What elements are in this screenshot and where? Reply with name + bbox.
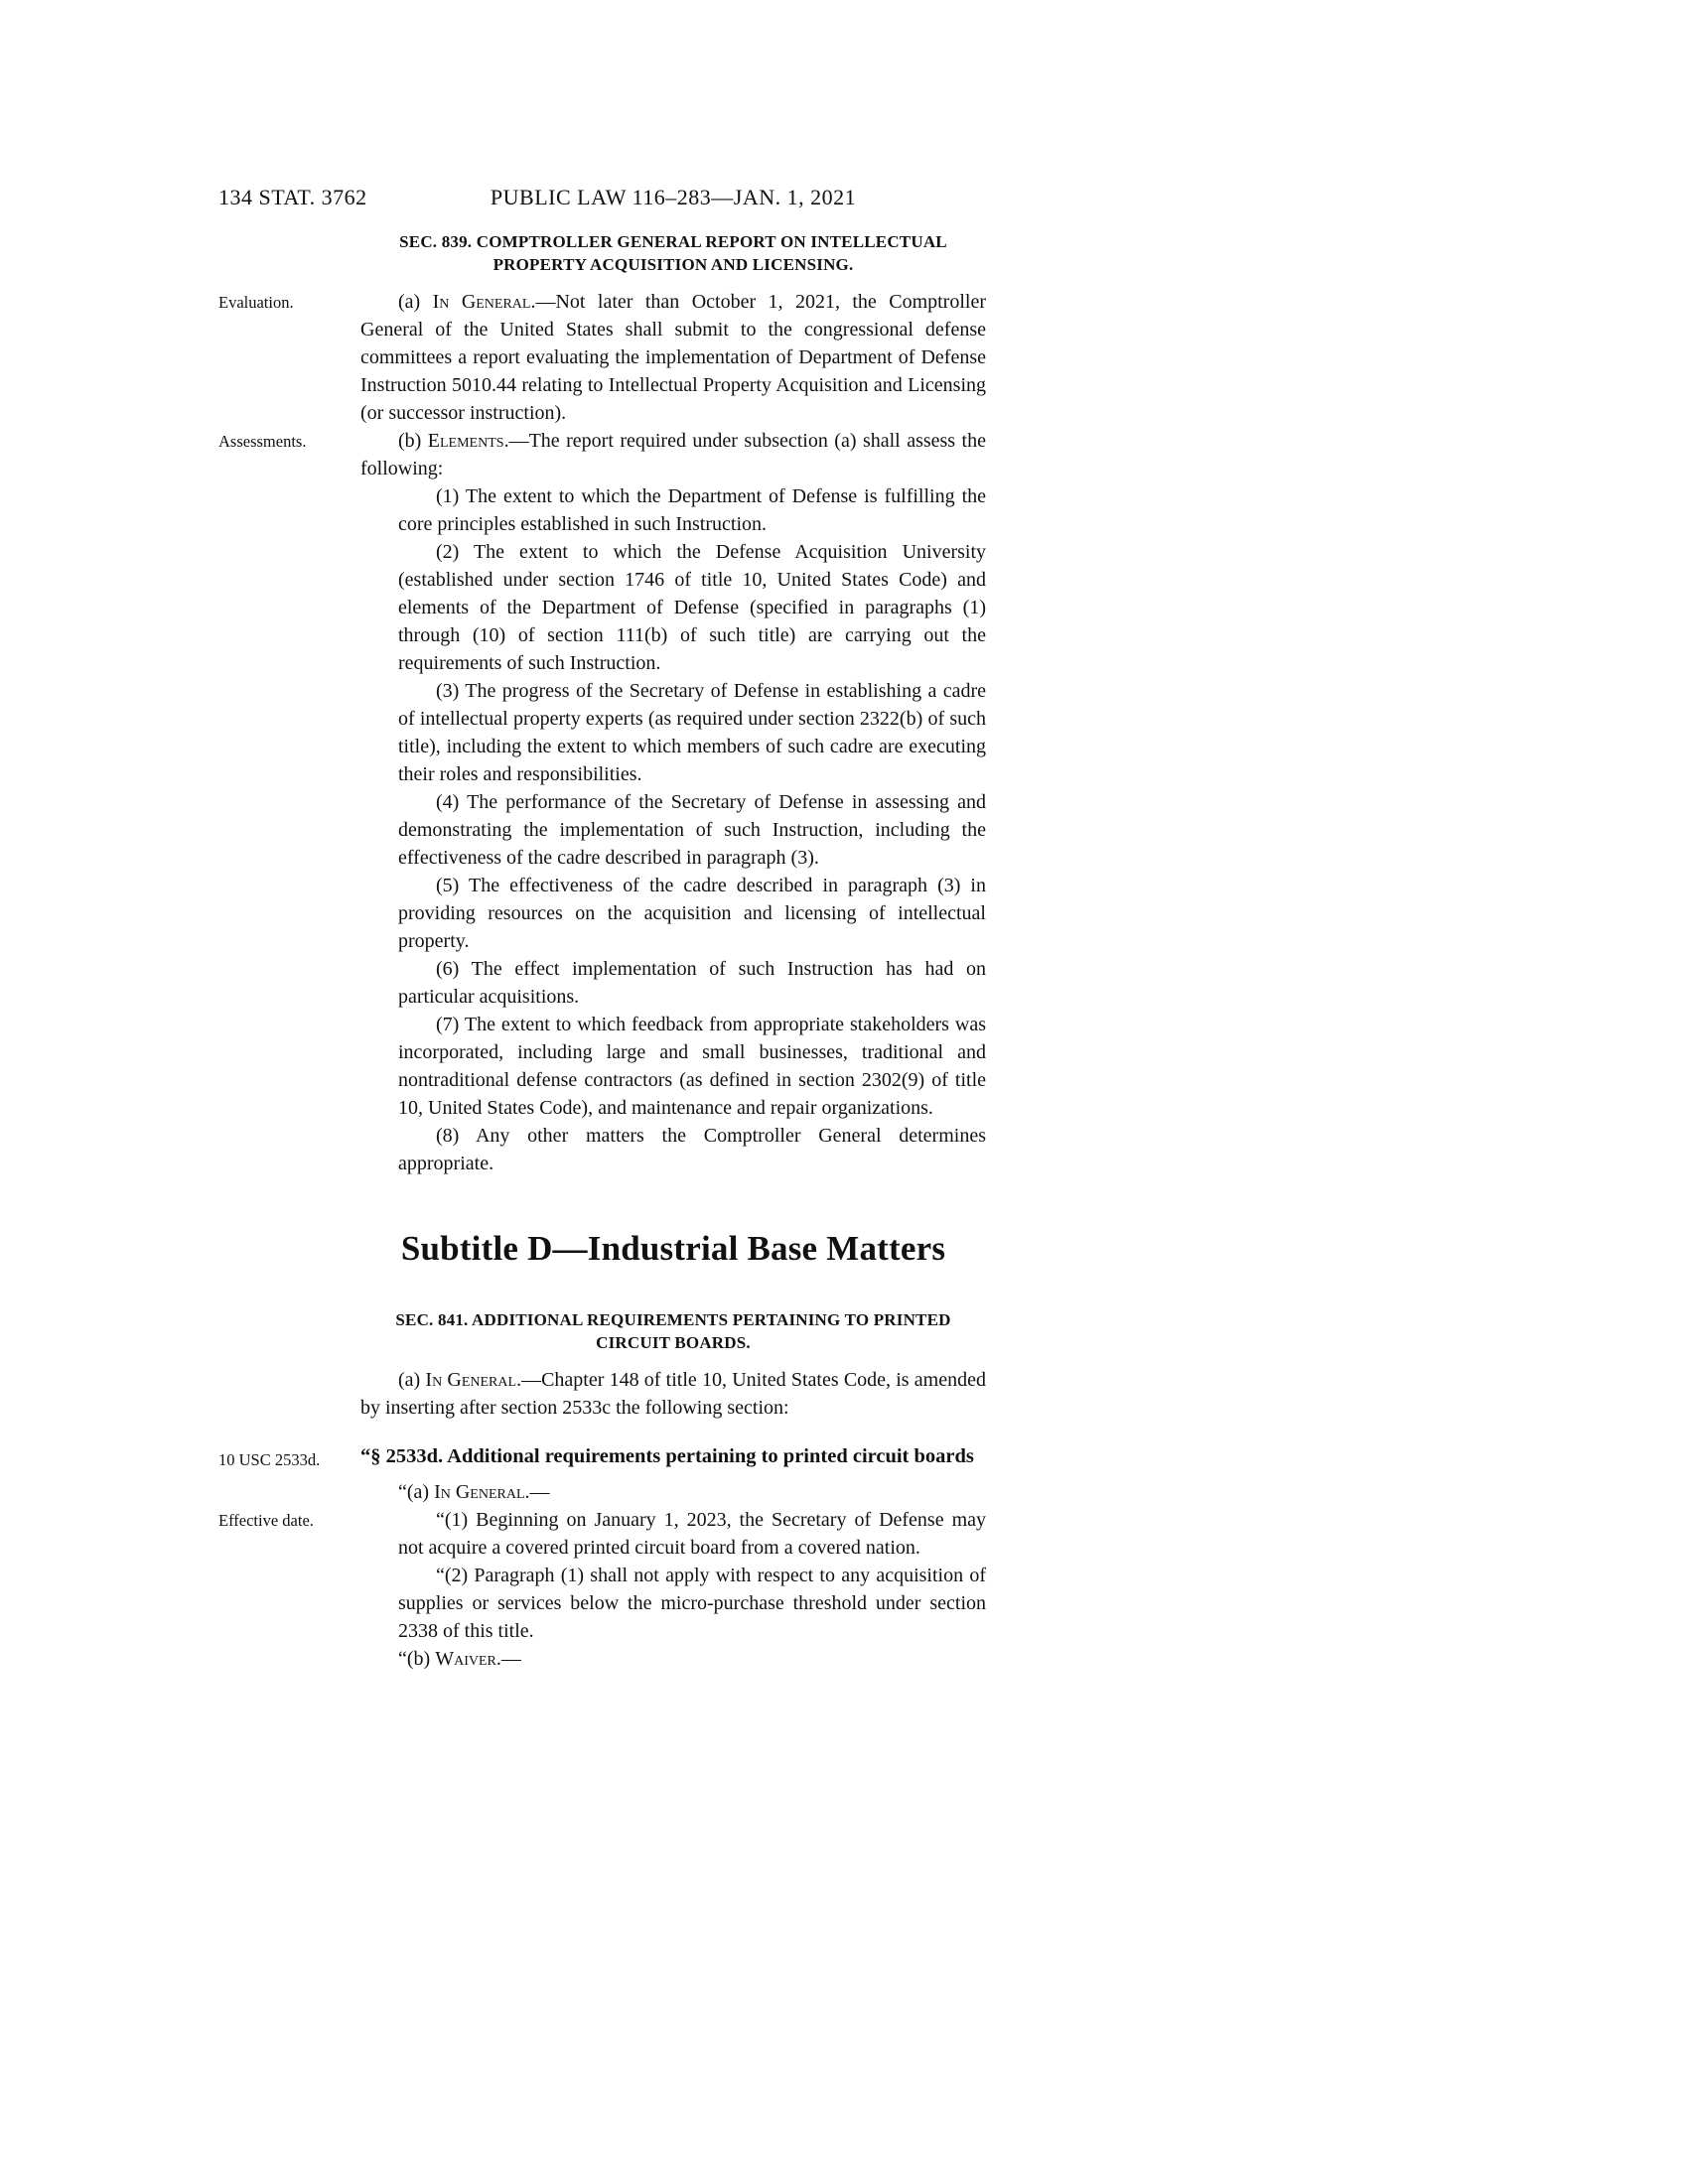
- paragraph-841-a-text: .—Chapter 148 of title 10, United States Code, is amended by inserting after section 2533c the following section:: [360, 1369, 986, 1419]
- item-4: (4) The performance of the Secretary of Defense in assessing and demonstrating the implementation of such Instruction, including the effectiveness of the cadre described in paragraph (3).: [398, 791, 986, 869]
- main-column: [218, 230, 986, 1673]
- quoted-paragraph-b-smallcaps: Waiver: [435, 1648, 496, 1670]
- item-5: (5) The effectiveness of the cadre described in paragraph (3) in providing resources on the acquisition and licensing of intellectual property.: [398, 875, 986, 952]
- quoted-paragraph-a-smallcaps: In General: [434, 1481, 525, 1503]
- paragraph-839-b: [360, 427, 986, 482]
- paragraph-839-b-text: .—The report required under subsection (a) shall assess the following:: [360, 430, 986, 479]
- item-3: (3) The progress of the Secretary of Defense in establishing a cadre of intellectual property experts (as required under section 2322(b) of such title), including the extent to which members of such cadre are executing their roles and responsibilities.: [398, 680, 986, 785]
- item-7: (7) The extent to which feedback from appropriate stakeholders was incorporated, including large and small businesses, traditional and nontraditional defense contractors (as defined in section 2302(9) of title 10, United States Code), and maintenance and repair organizations.: [398, 1014, 986, 1119]
- quoted-section-wrap: [218, 1443, 986, 1470]
- paragraph-839-b-wrap: [218, 427, 986, 482]
- subtitle-d-heading: Subtitle D—Industrial Base Matters: [400, 1229, 946, 1268]
- paragraph-839-a-smallcaps: In General: [432, 291, 531, 313]
- stat-page-number: 134 STAT. 3762: [218, 185, 367, 209]
- quoted-paragraph-b-pre: “(b): [398, 1648, 436, 1670]
- quoted-paragraph-b-text: .—: [495, 1648, 521, 1670]
- margin-note-effective-date: Effective date.: [218, 1511, 314, 1530]
- quoted-paragraph-a-pre: “(a): [398, 1481, 435, 1503]
- quoted-paragraph-a-text: .—: [524, 1481, 550, 1503]
- quoted-paragraph-1: “(1) Beginning on January 1, 2023, the Secretary of Defense may not acquire a covered printed circuit board from a covered nation.: [398, 1509, 986, 1559]
- paragraph-841-a-smallcaps: In General: [425, 1369, 517, 1391]
- margin-note-usc: 10 USC 2533d.: [218, 1450, 321, 1469]
- quoted-paragraph-b: [360, 1645, 986, 1673]
- paragraph-839-a-text: .—Not later than October 1, 2021, the Comptroller General of the United States shall submit to the congressional defense committees a report evaluating the implementation of Department of Defense Instruction 5010.44 relating to Intellectual Property Acquisition and Licensing (or successor instruction).: [360, 291, 986, 424]
- quoted-section-heading: “§ 2533d. Additional requirements pertaining to printed circuit boards: [360, 1445, 974, 1467]
- paragraph-839-b-smallcaps: Elements: [427, 430, 504, 452]
- item-1: (1) The extent to which the Department of Defense is fulfilling the core principles established in such Instruction.: [398, 485, 986, 535]
- paragraph-839-b-pre: (b): [398, 430, 428, 452]
- paragraph-839-a-wrap: [218, 288, 986, 427]
- item-2: (2) The extent to which the Defense Acquisition University (established under section 1746 of title 10, United States Code) and elements of the Department of Defense (specified in paragraphs (1) through (10) of section 111(b) of such title) are carrying out the requirements of such Instruction.: [398, 541, 986, 674]
- quoted-paragraph-2: “(2) Paragraph (1) shall not apply with respect to any acquisition of supplies or services below the micro-purchase threshold under section 2338 of this title.: [398, 1565, 986, 1642]
- sec-841-heading: SEC. 841. ADDITIONAL REQUIREMENTS PERTAINING TO PRINTED CIRCUIT BOARDS.: [395, 1310, 951, 1352]
- paragraph-839-a: [360, 288, 986, 427]
- margin-note-assessments: Assessments.: [218, 432, 307, 451]
- item-8: (8) Any other matters the Comptroller General determines appropriate.: [398, 1125, 986, 1174]
- paragraph-841-a: [360, 1366, 986, 1422]
- quoted-paragraph-1-wrap: [218, 1506, 986, 1562]
- paragraph-841-a-pre: (a): [398, 1369, 426, 1391]
- law-title: PUBLIC LAW 116–283—JAN. 1, 2021: [490, 185, 857, 209]
- paragraph-839-a-pre: (a): [398, 291, 433, 313]
- sec-839-heading: SEC. 839. COMPTROLLER GENERAL REPORT ON INTELLECTUAL PROPERTY ACQUISITION AND LICENSING.: [399, 232, 947, 274]
- margin-note-evaluation: Evaluation.: [218, 293, 294, 312]
- quoted-paragraph-a: [360, 1478, 986, 1506]
- item-6: (6) The effect implementation of such Instruction has had on particular acquisitions.: [398, 958, 986, 1008]
